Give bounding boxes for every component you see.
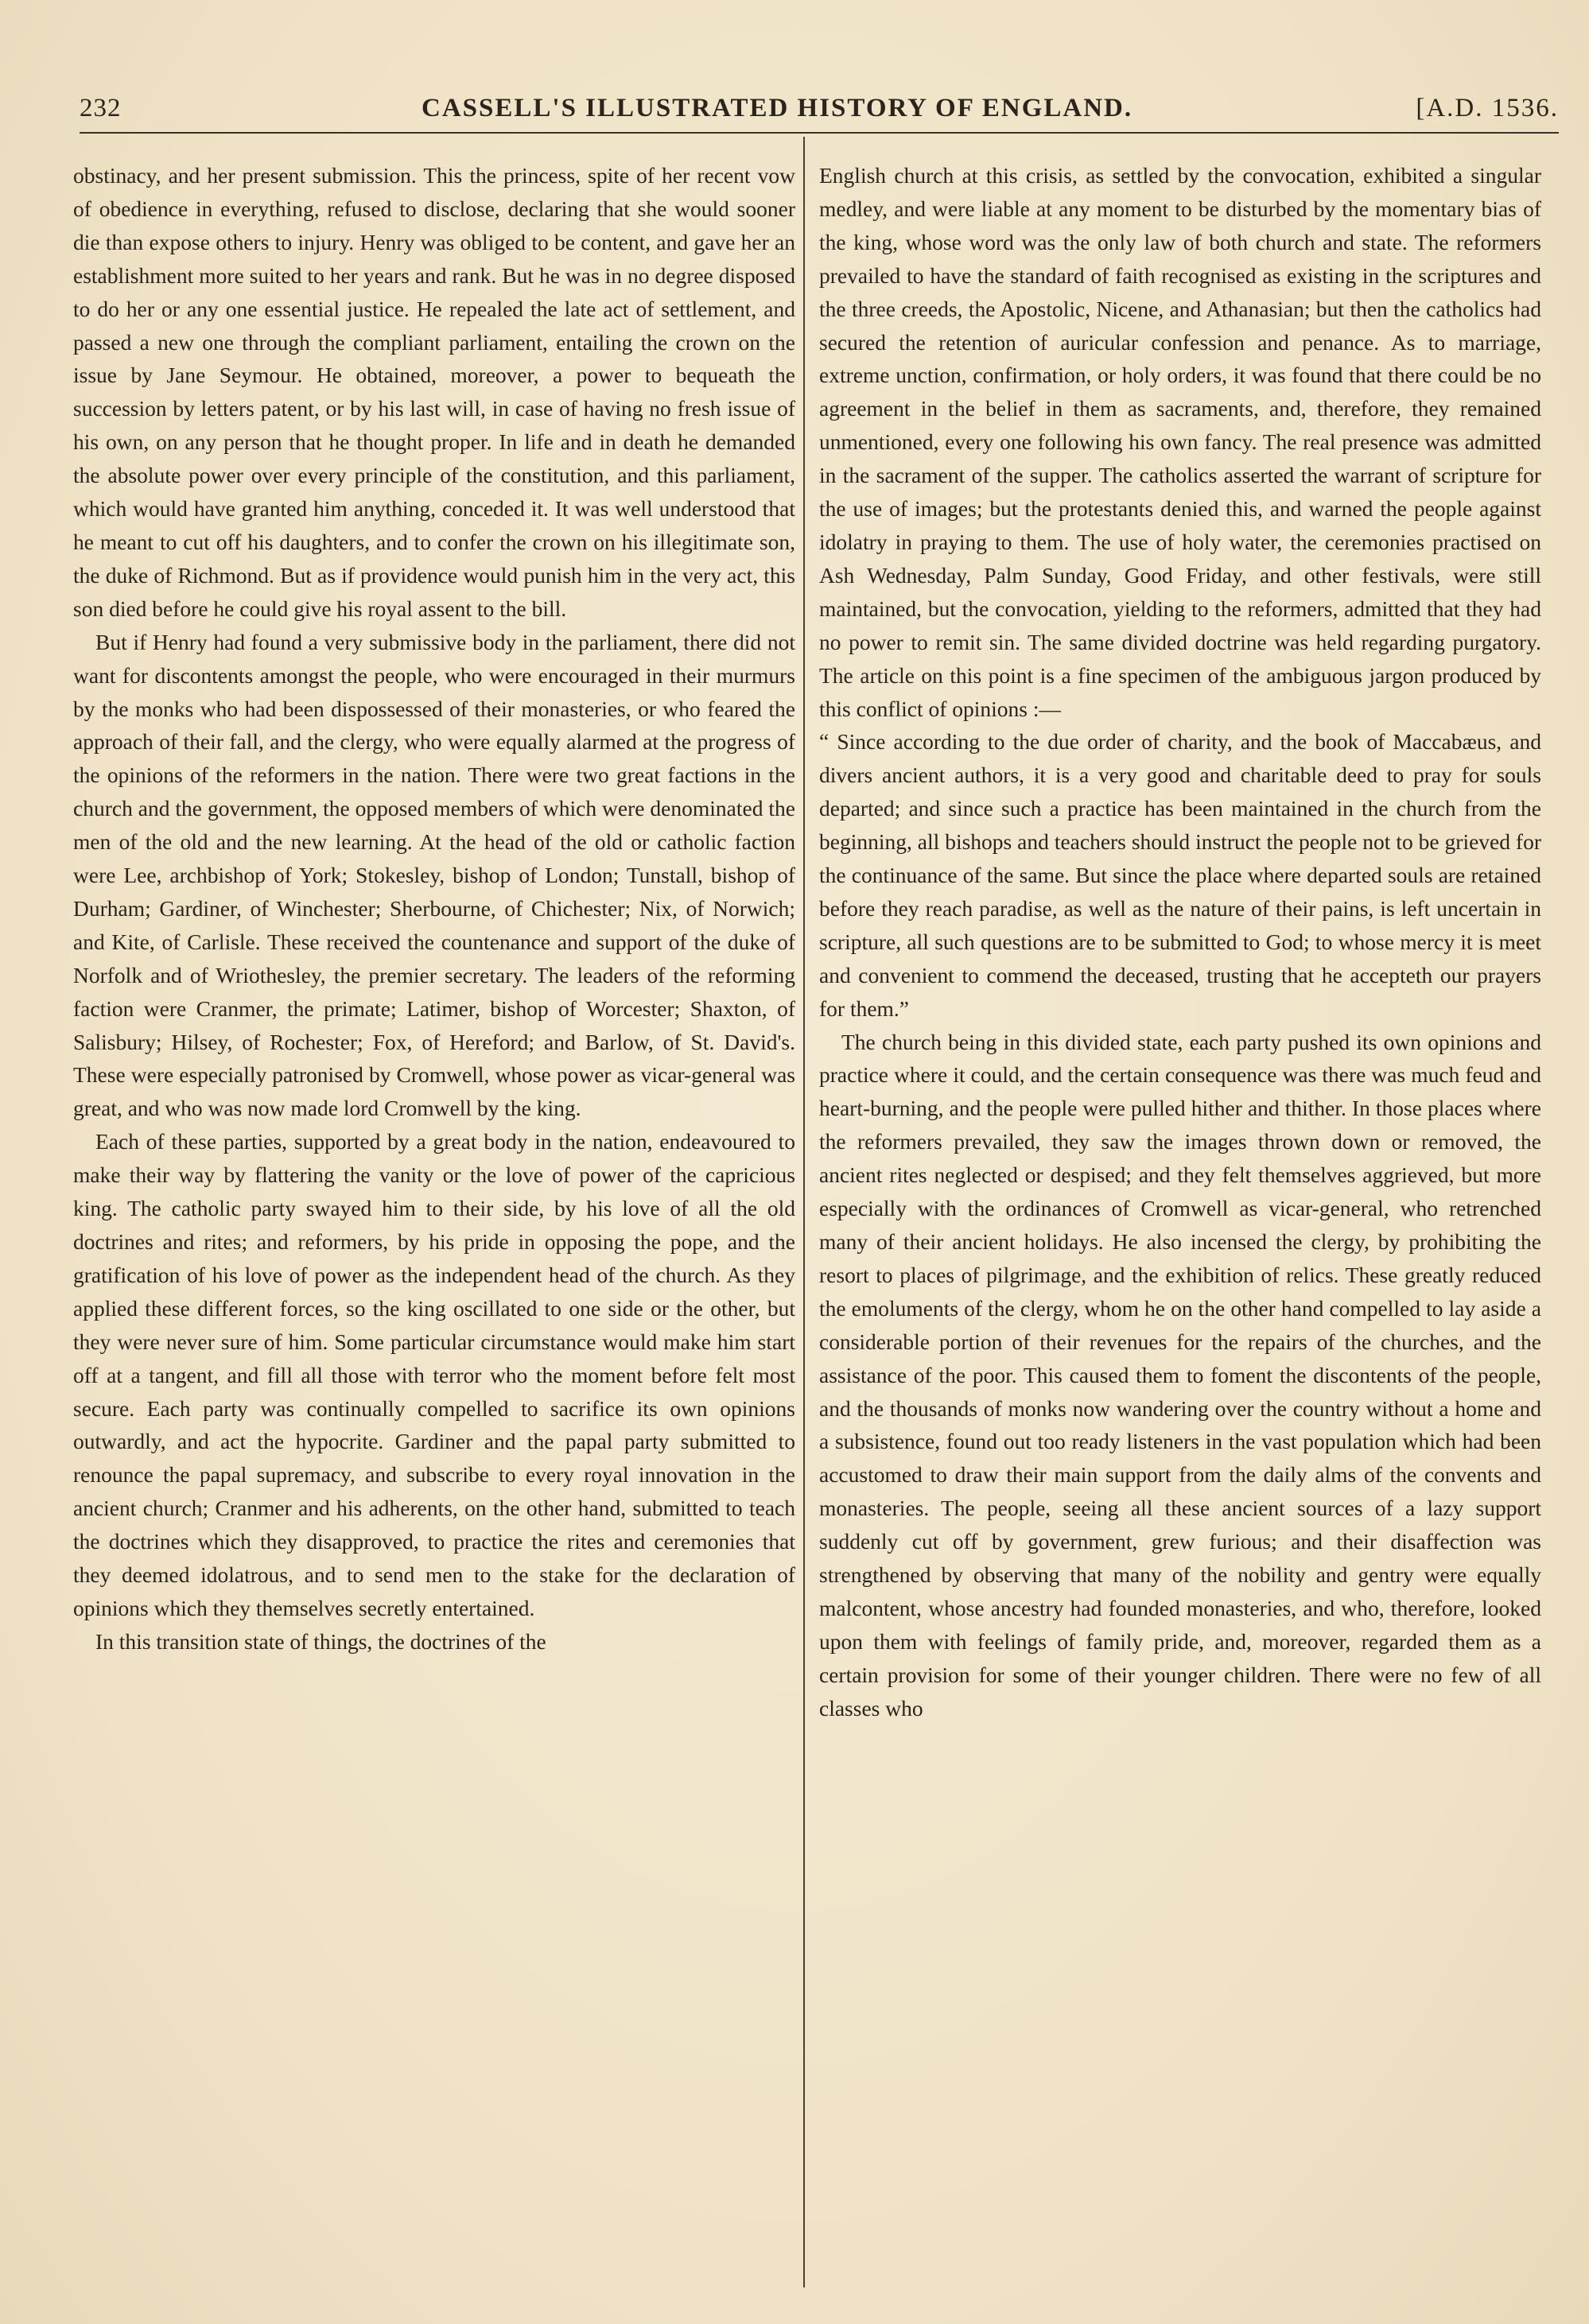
header-rule — [80, 132, 1559, 134]
page-number: 232 — [80, 94, 122, 122]
left-column — [73, 159, 795, 1659]
paragraph: In this transition state of things, the doctrines of the — [95, 1628, 546, 1654]
date-marker: [A.D. 1536. — [1416, 94, 1559, 122]
column-divider — [803, 137, 805, 2287]
right-column — [819, 159, 1541, 1725]
paragraph: The church being in this divided state, each party pushed its own opinions and practice where it could, and the certain consequence was there was much feud and heart-burning, and the people were pulled hither and thither. In those places where the reformers prevailed, they saw the images thrown down or removed, the ancient rites neglected or despised; and they felt themselves aggrieved, but more especially with the ordinances of Cromwell as vicar-general, who retrenched many of their ancient holidays. He also incensed the clergy, by prohibiting the resort to places of pilgrimage, and the exhibition of relics. These greatly reduced the emoluments of the clergy, whom he on the other hand compelled to lay aside a considerable portion of their revenues for the repairs of the churches, and the assistance of the poor. This caused them to foment the discontents of the people, and the thousands of monks now wandering over the country without a home and a subsistence, found out too ready listeners in the vast population which had been accustomed to draw their main support from the daily alms of the convents and monasteries. The people, seeing all these ancient sources of a lazy support suddenly cut off by government, grew furious; and their disaffection was strengthened by observing that many of the nobility and gentry were equally malcontent, whose ancestry had founded monasteries, and who, therefore, looked upon them with feelings of family pride, and, moreover, regarded them as a certain provision for some of their younger children. There were no few of all classes who — [819, 1029, 1541, 1721]
paragraph: But if Henry had found a very submissive body in the parliament, there did not want for discontents amongst the people, who were encouraged in their murmurs by the monks who had been dispossessed of their monasteries, or who feared the approach of their fall, and the clergy, who were equally alarmed at the progress of the opinions of the reformers in the nation. There were two great factions in the church and the government, the opposed members of which were denominated the men of the old and the new learning. At the head of the old or catholic faction were Lee, archbishop of York; Stokesley, bishop of London; Tunstall, bishop of Durham; Gardiner, of Winchester; Sherbourne, of Chichester; Nix, of Norwich; and Kite, of Carlisle. These received the countenance and support of the duke of Norfolk and of Wriothesley, the premier secretary. The leaders of the reforming faction were Cranmer, the primate; Latimer, bishop of Worcester; Shaxton, of Salisbury; Hilsey, of Rochester; Fox, of Hereford; and Barlow, of St. David's. These were especially patronised by Cromwell, whose power as vicar-general was great, and who was now made lord Cromwell by the king. — [73, 629, 795, 1121]
page-header — [80, 94, 1559, 129]
paragraph: obstinacy, and her present submission. This the princess, spite of her recent vow of obedience in everything, refused to disclose, declaring that she would sooner die than expose others to injury. Henry was obliged to be content, and gave her an establishment more suited to her years and rank. But he was in no degree disposed to do her or any one essential justice. He repealed the late act of settlement, and passed a new one through the compliant parliament, entailing the crown on the issue by Jane Seymour. He obtained, moreover, a power to bequeath the succession by letters patent, or by his last will, in case of having no fresh issue of his own, on any person that he thought proper. In life and in death he demanded the absolute power over every principle of the constitution, and this parliament, which would have granted him anything, conceded it. It was well understood that he meant to cut off his daughters, and to confer the crown on his illegitimate son, the duke of Richmond. But as if providence would punish him in the very act, this son died before he could give his royal assent to the bill. — [73, 163, 795, 621]
quotation-paragraph: “ Since according to the due order of charity, and the book of Maccabæus, and divers ancient authors, it is a very good and charitable deed to pray for souls departed; and since such a practice has been maintained in the church from the beginning, all bishops and teachers should instruct the people not to be grieved for the continuance of the same. But since the place where departed souls are retained before they reach paradise, as well as the nature of their pains, is left uncertain in scripture, all such questions are to be submitted to God; to whose mercy it is meet and convenient to commend the deceased, trusting that he accepteth our prayers for them.” — [819, 729, 1541, 1021]
running-title: CASSELL'S ILLUSTRATED HISTORY OF ENGLAND. — [422, 94, 1133, 122]
paragraph: English church at this crisis, as settled by the convocation, exhibited a singular medley, and were liable at any moment to be disturbed by the momentary bias of the king, whose word was the only law of both church and state. The reformers prevailed to have the standard of faith recognised as existing in the scriptures and the three creeds, the Apostolic, Nicene, and Athanasian; but then the catholics had secured the retention of auricular confession and penance. As to marriage, extreme unction, confirmation, or holy orders, it was found that there could be no agreement in the belief in them as sacraments, and, therefore, they remained unmentioned, every one following his own fancy. The real presence was admitted in the sacrament of the supper. The catholics asserted the warrant of scripture for the use of images; but the protestants denied this, and warned the people against idolatry in praying to them. The use of holy water, the ceremonies practised on Ash Wednesday, Palm Sunday, Good Friday, and other festivals, were still maintained, but the convocation, yielding to the reformers, admitted that they had no power to remit sin. The same divided doctrine was held regarding purgatory. The article on this point is a fine specimen of the ambiguous jargon produced by this conflict of opinions :— — [819, 163, 1541, 721]
paragraph: Each of these parties, supported by a great body in the nation, endeavoured to make their way by flattering the vanity or the love of power of the capricious king. The catholic party swayed him to their side, by his love of all the old doctrines and rites; and reformers, by his pride in opposing the pope, and the gratification of his love of power as the independent head of the church. As they applied these different forces, so the king oscillated to one side or the other, but they were never sure of him. Some particular circumstance would make him start off at a tangent, and fill all those with terror who the moment before felt most secure. Each party was continually compelled to sacrifice its own opinions outwardly, and act the hypocrite. Gardiner and the papal party submitted to renounce the papal supremacy, and subscribe to every royal innovation in the ancient church; Cranmer and his adherents, on the other hand, submitted to teach the doctrines which they disapproved, to practice the rites and ceremonies that they deemed idolatrous, and to send men to the stake for the declaration of opinions which they themselves secretly entertained. — [73, 1129, 795, 1620]
